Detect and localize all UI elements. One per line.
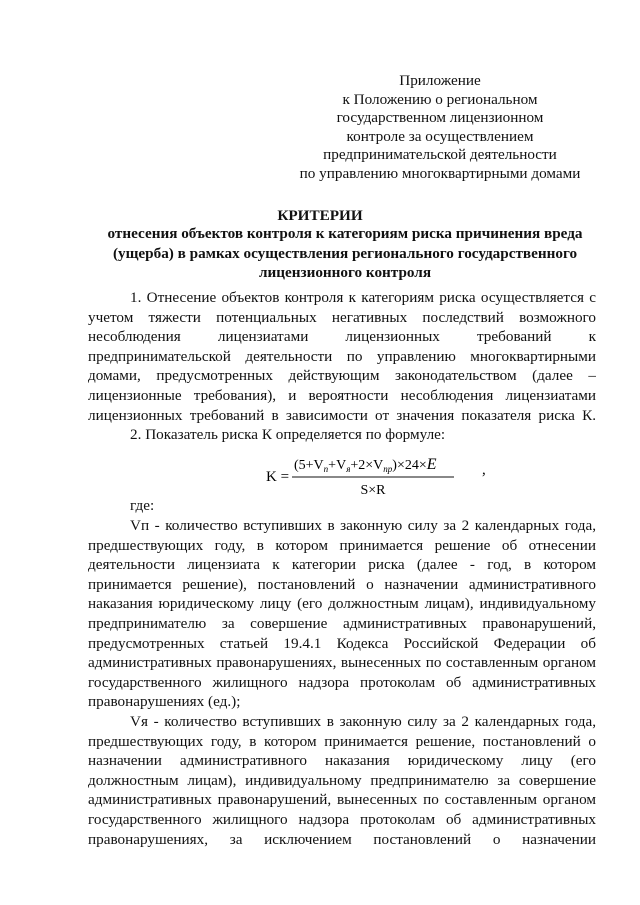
paragraph-line: Vп - количество вступивших в законную силу за 2 календарных года, [130, 517, 596, 534]
paragraph-line: наказания юридическому лицу (его должностным лицам), индивидуальному [88, 595, 596, 613]
paragraph-line: 1. Отнесение объектов контроля к категориям риска осуществляется с [130, 289, 596, 306]
paragraph-line: предшествующих году, в котором принимается решение, постановлений о [88, 732, 596, 750]
paragraph-line: принимается решение), постановлений о назначении административного [88, 575, 596, 593]
paragraph-line: предпринимателю за совершение административных правонарушений, [88, 614, 596, 632]
document-subtitle [95, 224, 595, 283]
appendix-line: по управлению многоквартирными домами [299, 164, 581, 182]
paragraph-line: административных правонарушений, вынесенных по составленным органом [88, 791, 596, 809]
appendix-line: государственном лицензионном [336, 109, 544, 127]
paragraph-4 [88, 712, 596, 849]
risk-formula [266, 452, 506, 500]
appendix-line: контроле за осуществлением [346, 127, 534, 145]
paragraph-line: учетом тяжести потенциальных негативных последствий возможного [88, 308, 596, 326]
appendix-line: предпринимательской деятельности [323, 146, 557, 164]
paragraph-line: лицензионных требований в зависимости от значения показателя риска К. [88, 406, 596, 424]
paragraph-line: лицензионные требования), и вероятности несоблюдения лицензиатами [88, 386, 596, 404]
paragraph-3 [88, 516, 596, 712]
paragraph-line: домами, предусмотренных действующим законодательством (далее – [88, 367, 596, 385]
subtitle-line: лицензионного контроля [258, 264, 432, 282]
paragraph-line: государственного жилищного надзора протоколам об административных [88, 673, 596, 691]
where-label: где: [130, 497, 155, 514]
formula-numerator: $(5+V_п+V_я+2\times V_{пр})\times 24\times E$ [294, 456, 437, 474]
paragraph-1 [88, 288, 596, 425]
paragraph-line: правонарушениях (ед.); [88, 693, 241, 711]
paragraph-line: несоблюдения лицензиатами лицензионных требований к [88, 328, 596, 346]
formula-denominator: S×R [360, 483, 386, 498]
formula-comma: , [482, 462, 486, 478]
paragraph-line: предусмотренных статьей 19.4.1 Кодекса Российской Федерации об [88, 634, 596, 652]
paragraph-line: 2. Показатель риска К определяется по формуле: [130, 426, 446, 443]
appendix-header [290, 72, 590, 184]
document-title: КРИТЕРИИ [277, 207, 363, 224]
paragraph-line: должностным лицам), индивидуальному предпринимателю за совершение [88, 771, 596, 789]
paragraph-line: предшествующих году, в котором принимается решение об отнесении [88, 536, 596, 554]
paragraph-line: назначении административного наказания юридическому лицу (его [88, 752, 596, 770]
paragraph-line: правонарушениях, за исключением постановлений о назначении [88, 830, 596, 848]
formula-graphic [266, 452, 506, 500]
subtitle-line: (ущерба) в рамках осуществления регионального государственного [112, 244, 578, 262]
formula-lhs: K = [266, 469, 290, 485]
paragraph-line: Vя - количество вступивших в законную силу за 2 календарных года, [130, 713, 596, 730]
paragraph-line: административных правонарушениях, вынесенных по составленным органом [88, 654, 596, 672]
paragraph-line: государственного жилищного надзора протоколам об административных [88, 810, 596, 828]
appendix-line: Приложение [399, 72, 481, 89]
subtitle-line: отнесения объектов контроля к категориям риска причинения вреда [107, 225, 583, 242]
paragraph-line: деятельности лицензиата к категории риска (далее - год, в котором [88, 556, 596, 574]
appendix-line: к Положению о региональном [342, 90, 538, 108]
paragraph-line: предпринимательской деятельности по управлению многоквартирными [88, 347, 596, 365]
paragraph-2 [88, 425, 596, 445]
